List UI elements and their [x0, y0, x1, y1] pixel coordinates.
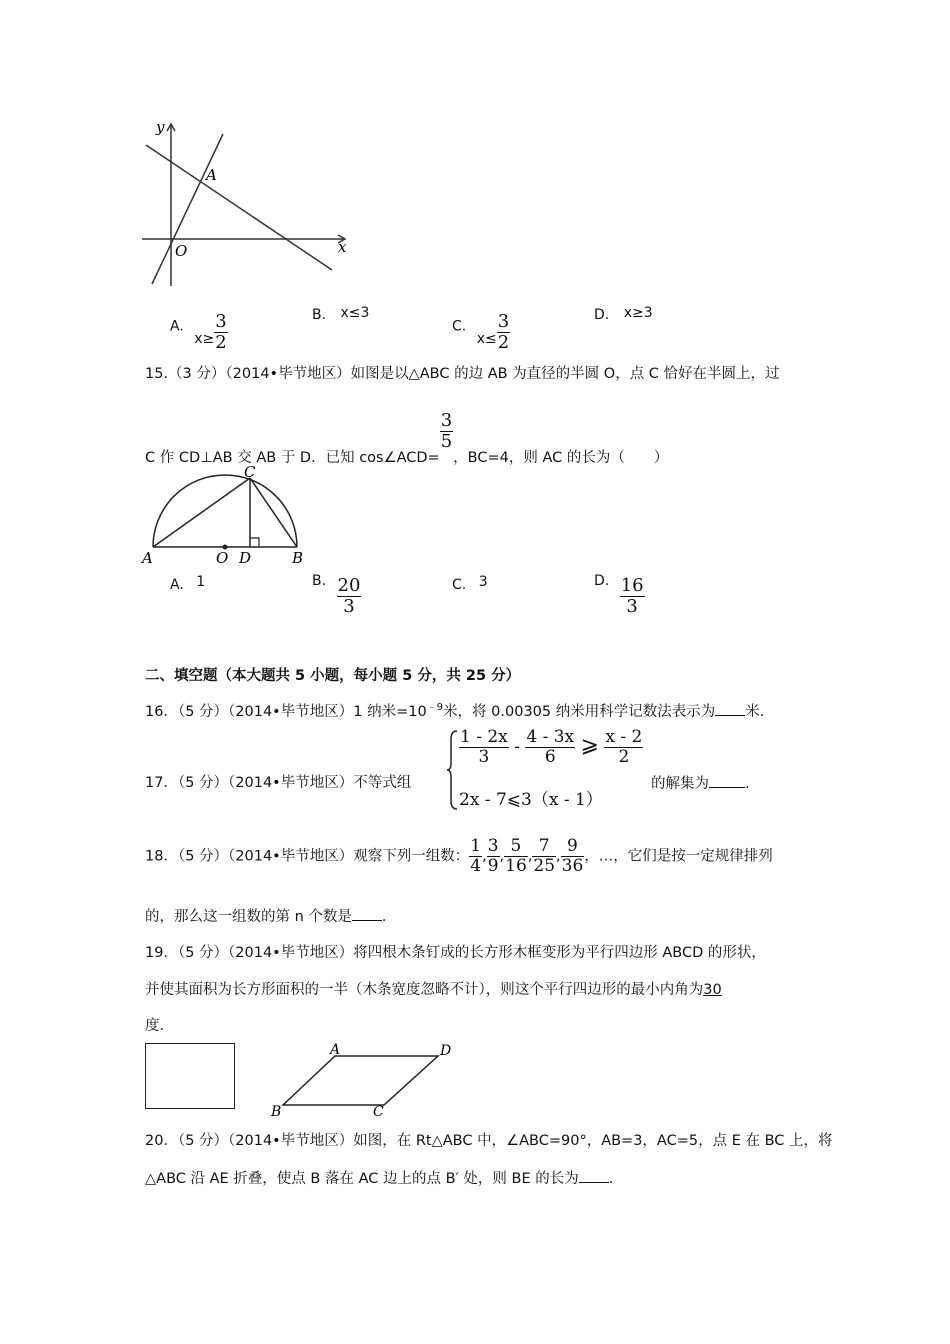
q17-answer-blank[interactable]: [709, 771, 745, 788]
option-letter: D.: [594, 573, 610, 589]
option-letter: D.: [594, 307, 610, 323]
option-prefix: x≥: [194, 330, 215, 347]
right-angle-mark: [250, 538, 259, 547]
option-letter: C.: [452, 318, 467, 335]
q15-option-c[interactable]: [452, 574, 488, 593]
q16-pre: 16．（5 分）（2014•毕节地区）1 纳米=10: [145, 703, 427, 720]
q17-post: 的解集为: [651, 776, 709, 792]
q18-pre: 18．（5 分）（2014•毕节地区）观察下列一组数：: [145, 848, 470, 865]
q15-option-d[interactable]: [594, 573, 645, 617]
q16-exponent: ﹣9: [426, 702, 444, 713]
q14-option-a[interactable]: [170, 307, 228, 353]
option-text: 3: [478, 574, 488, 590]
q15-cos-fraction: $\frac{3}{5}$: [440, 410, 453, 452]
q20-line1: 20．（5 分）（2014•毕节地区）如图，在 Rt△ABC 中，∠ABC=90°，AB=3，AC=5，点 E 在 BC 上，将: [145, 1133, 833, 1149]
q14-option-d[interactable]: [594, 307, 653, 323]
label-c: C: [373, 1104, 384, 1118]
q15-option-a[interactable]: [170, 574, 206, 593]
label-b: B: [292, 549, 304, 567]
q20-line2-end: ．: [608, 1171, 624, 1187]
q17-prefix: 17．（5 分）（2014•毕节地区）不等式组: [145, 775, 412, 791]
option-text: x≤3: [340, 305, 370, 321]
q18-answer-blank[interactable]: [352, 904, 382, 921]
q17-inequality-system: [447, 729, 647, 811]
q18-line1: 18．（5 分）（2014•毕节地区）观察下列一组数： $\frac{1}{4}$ , $\frac{3}{9}$ , $\frac{5}{16}$ , $\frac{7}{25}$ , $\frac{9}{36}$ ，…，它们是按一定规律排列: [145, 836, 773, 876]
q15-line1: 15.（3 分）（2014•毕节地区）如图是以△ABC 的边 AB 为直径的半圆 O，点 C 恰好在半圆上，过: [145, 366, 780, 382]
origin-label: O: [175, 242, 188, 260]
label-c: C: [244, 465, 256, 481]
fraction: $\frac{x - 2}{2}$: [605, 727, 643, 767]
segment-ac: [153, 478, 250, 547]
q14-option-c[interactable]: [452, 307, 510, 353]
q15-option-b[interactable]: [312, 573, 361, 617]
q20-line2-text: △ABC 沿 AE 折叠，使点 B 落在 AC 边上的点 B′ 处，则 BE 的长为: [145, 1171, 579, 1187]
q17-end: .: [745, 776, 750, 792]
q18-post: ，…，它们是按一定规律排列: [584, 848, 773, 865]
option-letter: B.: [312, 307, 327, 323]
relation: ⩾: [580, 733, 599, 758]
q19-line3: 度．: [145, 1018, 174, 1034]
q17-second-inequality: 2x - 7⩽3（x - 1）: [459, 790, 603, 810]
q18-line2-text: 的，那么这一组数的第 n 个数是: [145, 909, 352, 925]
segment-bc: [250, 478, 297, 547]
q19-line2: [145, 978, 728, 999]
option-letter: C.: [452, 577, 467, 593]
option-text: x≥3: [623, 305, 653, 321]
q19-line2-text: 并使其面积为长方形面积的一半（木条宽度忽略不计），则这个平行四边形的最小内角为: [145, 982, 704, 998]
option-letter: A.: [170, 577, 184, 593]
q20-line2: [145, 1166, 623, 1188]
q16: [145, 698, 774, 721]
q18-fraction: $\frac{1}{4}$: [470, 836, 482, 876]
q16-answer-blank[interactable]: [715, 699, 745, 716]
label-o: O: [216, 549, 229, 567]
q18-fraction: $\frac{7}{25}$: [533, 836, 556, 876]
option-text: 1: [196, 574, 206, 590]
left-brace-icon: [447, 729, 459, 811]
y-label: y: [156, 118, 165, 136]
option-fraction: $\frac{3}{2}$: [497, 311, 510, 353]
label-d: D: [239, 549, 252, 567]
q18-line2-end: ．: [381, 909, 397, 925]
label-d: D: [440, 1043, 452, 1059]
decreasing-line: [146, 145, 332, 270]
option-fraction: $\frac{16}{3}$: [620, 575, 644, 617]
q17-first-inequality: [459, 729, 643, 766]
fraction: $\frac{1 - 2x}{3}$: [460, 727, 508, 767]
q18-fraction: $\frac{5}{16}$: [505, 836, 527, 876]
q16-post: 米．: [745, 703, 775, 720]
semicircle-arc: [153, 475, 297, 547]
option-letter: B.: [312, 573, 327, 589]
option-letter: A.: [170, 318, 184, 335]
q19-answer: 30: [703, 982, 722, 998]
q18-fraction: $\frac{9}{36}$: [561, 836, 584, 876]
label-a: A: [330, 1043, 341, 1058]
q15-line2-text: C 作 CD⊥AB 交 AB 于 D．已知 cos∠ACD=: [145, 449, 440, 466]
option-fraction: $\frac{3}{2}$: [215, 311, 227, 353]
q18-fraction: $\frac{3}{9}$: [487, 836, 499, 876]
q18-line2: [145, 904, 396, 926]
q16-mid: 米，将 0.00305 纳米用科学记数法表示为: [443, 703, 716, 720]
q19-line1: 19．（5 分）（2014•毕节地区）将四根木条钉成的长方形木框变形为平行四边形 ABCD 的形状，: [145, 945, 766, 961]
q15-semicircle-figure: [140, 465, 315, 570]
label-a: A: [142, 549, 153, 567]
option-prefix: x≤: [476, 330, 497, 347]
q14-option-b[interactable]: [312, 307, 369, 323]
q15-line2-end: ，BC=4，则 AC 的长为（ ）: [453, 449, 669, 466]
label-b: B: [271, 1104, 282, 1118]
q15-line2: [145, 410, 669, 466]
option-fraction: $\frac{20}{3}$: [337, 575, 361, 617]
operator: -: [514, 737, 520, 757]
fraction: $\frac{4 - 3x}{6}$: [526, 727, 575, 767]
q20-answer-blank[interactable]: [579, 1166, 609, 1183]
section-heading: 二、填空题（本大题共 5 小题，每小题 5 分，共 25 分）: [145, 668, 521, 684]
q19-rectangle-figure: [145, 1043, 235, 1109]
x-label: x: [338, 238, 347, 256]
q17-suffix: [651, 771, 750, 793]
point-a-label: A: [206, 166, 217, 184]
q19-parallelogram-figure: [268, 1043, 458, 1118]
q14-graph: [140, 118, 350, 290]
